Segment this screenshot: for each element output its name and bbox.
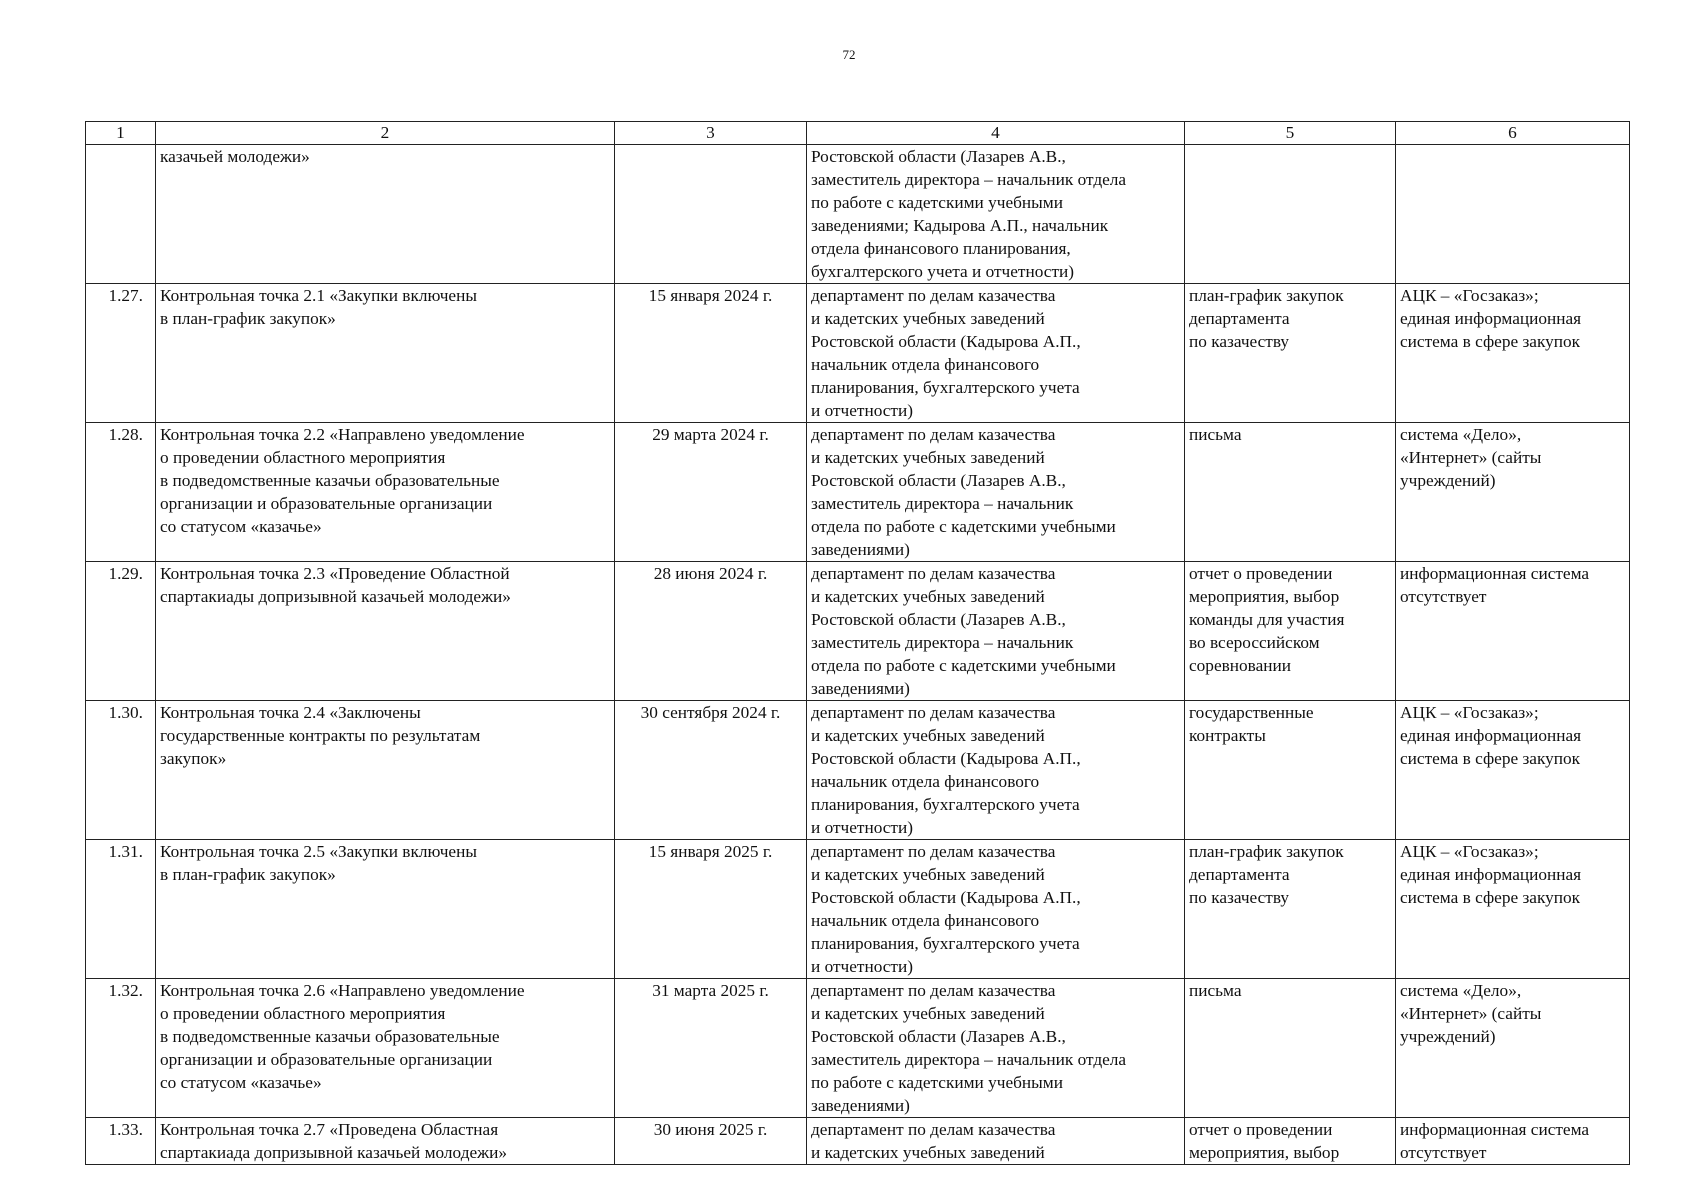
control-point-name: казачьей молодежи» bbox=[156, 145, 615, 284]
control-point-name: Контрольная точка 2.6 «Направлено уведомление о проведении областного мероприятия в подведомственные казачьи образовательные организации и образовательные организации со статусом «казачье» bbox=[156, 979, 615, 1118]
responsible-party: департамент по делам казачества и кадетских учебных заведений Ростовской области (Лазарев А.В., заместитель директора – начальник отдела по работе с кадетскими учебными заведениями) bbox=[807, 423, 1185, 562]
deadline-date: 30 июня 2025 г. bbox=[615, 1118, 807, 1165]
responsible-party: департамент по делам казачества и кадетских учебных заведений Ростовской области (Лазарев А.В., заместитель директора – начальник отдела по работе с кадетскими учебными заведениями) bbox=[807, 562, 1185, 701]
information-system: информационная система отсутствует bbox=[1396, 562, 1630, 701]
deadline-date: 15 января 2025 г. bbox=[615, 840, 807, 979]
responsible-party: департамент по делам казачества и кадетских учебных заведений Ростовской области (Кадырова А.П., начальник отдела финансового планирования, бухгалтерского учета и отчетности) bbox=[807, 284, 1185, 423]
control-point-name: Контрольная точка 2.1 «Закупки включены в план-график закупок» bbox=[156, 284, 615, 423]
deadline-date: 30 сентября 2024 г. bbox=[615, 701, 807, 840]
row-number bbox=[86, 145, 156, 284]
control-points-table bbox=[85, 121, 1630, 1165]
result-document: отчет о проведении мероприятия, выбор bbox=[1185, 1118, 1396, 1165]
result-document bbox=[1185, 145, 1396, 284]
result-document: отчет о проведении мероприятия, выбор команды для участия во всероссийском соревновании bbox=[1185, 562, 1396, 701]
row-number: 1.29. bbox=[86, 562, 156, 701]
control-point-name: Контрольная точка 2.2 «Направлено уведомление о проведении областного мероприятия в подведомственные казачьи образовательные организации и образовательные организации со статусом «казачье» bbox=[156, 423, 615, 562]
result-document: письма bbox=[1185, 979, 1396, 1118]
column-header-2: 2 bbox=[156, 122, 615, 145]
responsible-party: Ростовской области (Лазарев А.В., заместитель директора – начальник отдела по работе с кадетскими учебными заведениями; Кадырова А.П., начальник отдела финансового планирования, бухгалтерского учета и отчетности) bbox=[807, 145, 1185, 284]
row-number: 1.33. bbox=[86, 1118, 156, 1165]
information-system: система «Дело», «Интернет» (сайты учреждений) bbox=[1396, 979, 1630, 1118]
table-row bbox=[86, 979, 1630, 1118]
column-number-header-row bbox=[86, 122, 1630, 145]
table-row bbox=[86, 284, 1630, 423]
column-header-5: 5 bbox=[1185, 122, 1396, 145]
result-document: государственные контракты bbox=[1185, 701, 1396, 840]
responsible-party: департамент по делам казачества и кадетских учебных заведений Ростовской области (Кадырова А.П., начальник отдела финансового планирования, бухгалтерского учета и отчетности) bbox=[807, 701, 1185, 840]
deadline-date bbox=[615, 145, 807, 284]
table-row bbox=[86, 701, 1630, 840]
deadline-date: 15 января 2024 г. bbox=[615, 284, 807, 423]
table-row bbox=[86, 1118, 1630, 1165]
information-system: АЦК – «Госзаказ»; единая информационная система в сфере закупок bbox=[1396, 840, 1630, 979]
responsible-party: департамент по делам казачества и кадетских учебных заведений Ростовской области (Лазарев А.В., заместитель директора – начальник отдела по работе с кадетскими учебными заведениями) bbox=[807, 979, 1185, 1118]
column-header-1: 1 bbox=[86, 122, 156, 145]
control-point-name: Контрольная точка 2.5 «Закупки включены в план-график закупок» bbox=[156, 840, 615, 979]
table-row bbox=[86, 423, 1630, 562]
page-number: 72 bbox=[842, 47, 856, 62]
row-number: 1.31. bbox=[86, 840, 156, 979]
result-document: план-график закупок департамента по казачеству bbox=[1185, 840, 1396, 979]
row-number: 1.28. bbox=[86, 423, 156, 562]
deadline-date: 31 марта 2025 г. bbox=[615, 979, 807, 1118]
continuation-row bbox=[86, 145, 1630, 284]
table-row bbox=[86, 562, 1630, 701]
information-system: информационная система отсутствует bbox=[1396, 1118, 1630, 1165]
information-system: АЦК – «Госзаказ»; единая информационная система в сфере закупок bbox=[1396, 284, 1630, 423]
column-header-6: 6 bbox=[1396, 122, 1630, 145]
responsible-party: департамент по делам казачества и кадетских учебных заведений bbox=[807, 1118, 1185, 1165]
responsible-party: департамент по делам казачества и кадетских учебных заведений Ростовской области (Кадырова А.П., начальник отдела финансового планирования, бухгалтерского учета и отчетности) bbox=[807, 840, 1185, 979]
deadline-date: 28 июня 2024 г. bbox=[615, 562, 807, 701]
information-system: система «Дело», «Интернет» (сайты учреждений) bbox=[1396, 423, 1630, 562]
information-system bbox=[1396, 145, 1630, 284]
row-number: 1.27. bbox=[86, 284, 156, 423]
information-system: АЦК – «Госзаказ»; единая информационная система в сфере закупок bbox=[1396, 701, 1630, 840]
deadline-date: 29 марта 2024 г. bbox=[615, 423, 807, 562]
table-row bbox=[86, 840, 1630, 979]
column-header-3: 3 bbox=[615, 122, 807, 145]
row-number: 1.32. bbox=[86, 979, 156, 1118]
result-document: письма bbox=[1185, 423, 1396, 562]
control-point-name: Контрольная точка 2.7 «Проведена Областная спартакиада допризывной казачьей молодежи» bbox=[156, 1118, 615, 1165]
row-number: 1.30. bbox=[86, 701, 156, 840]
control-point-name: Контрольная точка 2.3 «Проведение Областной спартакиады допризывной казачьей молодежи» bbox=[156, 562, 615, 701]
column-header-4: 4 bbox=[807, 122, 1185, 145]
control-point-name: Контрольная точка 2.4 «Заключены государственные контракты по результатам закупок» bbox=[156, 701, 615, 840]
result-document: план-график закупок департамента по казачеству bbox=[1185, 284, 1396, 423]
